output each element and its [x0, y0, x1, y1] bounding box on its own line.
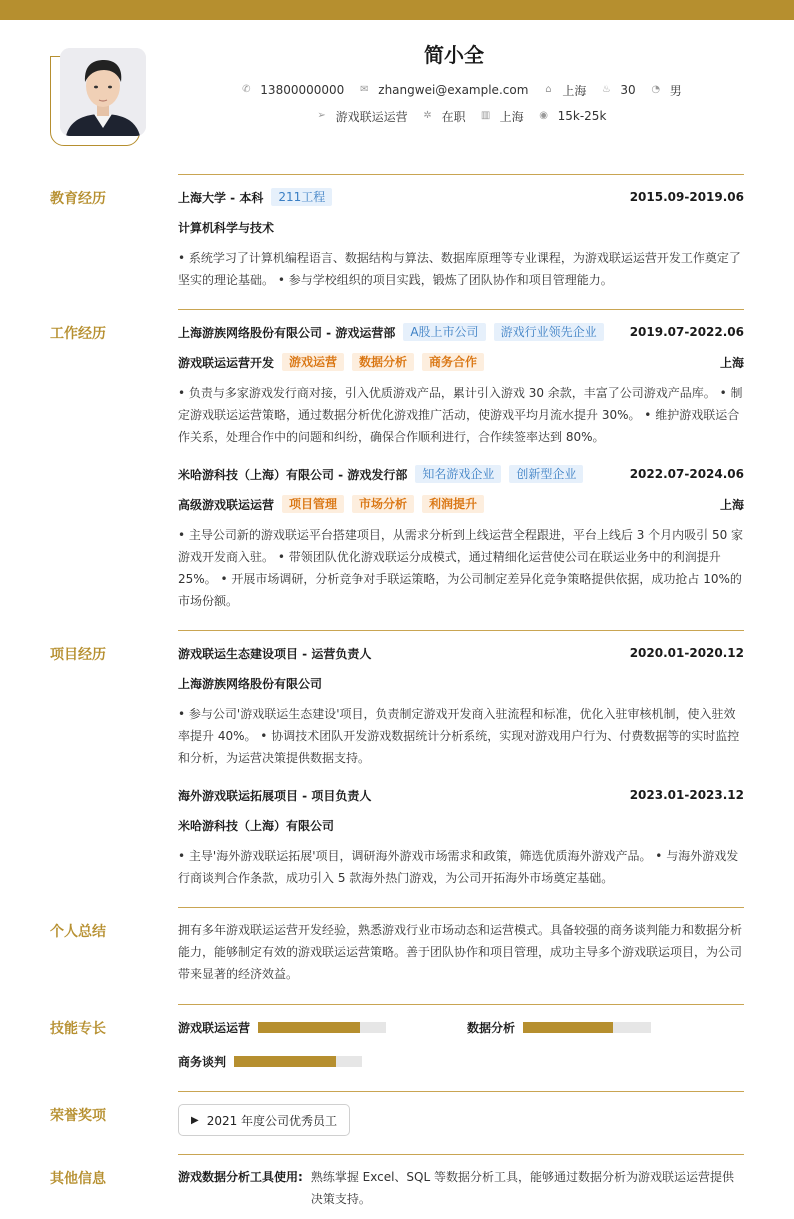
project-company-row-2: [178, 816, 744, 834]
section-title-project: 项目经历: [50, 647, 106, 663]
section-title-skills: 技能专长: [50, 1021, 106, 1037]
phone-icon: ✆: [242, 84, 251, 95]
skill-tag: 数据分析: [352, 353, 414, 371]
divider: [178, 907, 744, 908]
divider: [178, 1154, 744, 1155]
other-info-item: [178, 1166, 744, 1210]
project-title: 海外游戏联运拓展项目 - 项目负责人: [178, 788, 372, 803]
school-name: 上海大学 - 本科: [178, 190, 264, 205]
education-description: • 系统学习了计算机编程语言、数据结构与算法、数据库原理等专业课程，为游戏联运运营开发工作奠定了坚实的理论基础。 • 参与学校组织的项目实践，锻炼了团队协作和项目管理能力。: [178, 251, 741, 287]
major: 计算机科学与技术: [178, 220, 275, 235]
company-tag: A股上市公司: [403, 323, 485, 341]
work-role: 游戏联运运营开发: [178, 355, 275, 370]
education-header: [178, 188, 744, 206]
gender-icon: ◔: [651, 84, 661, 95]
divider: [178, 309, 744, 310]
skill-bar-fill: [258, 1022, 360, 1033]
coin-icon: ◉: [539, 110, 548, 121]
cake-icon: ♨: [601, 84, 611, 95]
email-info: ✉ zhangwei@example.com: [360, 83, 529, 97]
gender-info: ◔ 男: [651, 83, 682, 98]
send-icon: ➢: [317, 110, 326, 121]
award-item[interactable]: [178, 1104, 350, 1136]
skill-bar: [258, 1022, 386, 1033]
target-job-info: ➢ 游戏联运运营: [317, 109, 408, 124]
work-date: 2019.07-2022.06: [629, 325, 744, 339]
skill-bar: [234, 1056, 362, 1067]
skill-bar: [523, 1022, 651, 1033]
work-header-1: [178, 323, 744, 341]
status-info: ✲ 在职: [423, 109, 466, 124]
project-description-2: • 主导'海外游戏联运拓展'项目，调研海外游戏市场需求和政策，筛选优质海外游戏产品。 • 与海外游戏发行商谈判合作条款，成功引入 5 款海外热门游戏，为公司开拓海外市场奠定基础。: [178, 849, 739, 885]
project-company-row-1: [178, 674, 744, 692]
work-city: 上海: [719, 355, 744, 370]
skill-tag: 游戏运营: [282, 353, 344, 371]
skill-tag: 项目管理: [282, 495, 344, 513]
company-tag: 知名游戏企业: [415, 465, 501, 483]
skill-bar-fill: [523, 1022, 613, 1033]
company-tag: 创新型企业: [509, 465, 583, 483]
work-header-2: [178, 465, 744, 483]
work-company: 米哈游科技（上海）有限公司 - 游戏发行部: [178, 467, 408, 482]
home-icon: ⌂: [545, 84, 552, 95]
company-tag: 游戏行业领先企业: [494, 323, 604, 341]
divider: [178, 1004, 744, 1005]
phone-info: ✆ 13800000000: [242, 83, 345, 97]
work-role-row-1: [178, 353, 744, 371]
other-info-key: 游戏数据分析工具使用:: [178, 1170, 303, 1184]
project-company: 上海游族网络股份有限公司: [178, 676, 323, 691]
other-info-value: 熟练掌握 Excel、SQL 等数据分析工具，能够通过数据分析为游戏联运运营提供决策支持。: [310, 1170, 734, 1206]
skill-item: [467, 1019, 651, 1036]
award-label: 2021 年度公司优秀员工: [206, 1113, 338, 1128]
gear-icon: ✲: [423, 110, 432, 121]
work-city: 上海: [719, 497, 744, 512]
section-title-awards: 荣誉奖项: [50, 1108, 106, 1124]
project-title: 游戏联运生态建设项目 - 运营负责人: [178, 646, 372, 661]
work-description-2: • 主导公司新的游戏联运平台搭建项目，从需求分析到上线运营全程跟进，平台上线后 3 个月内吸引 50 家游戏开发商入驻。 • 带领团队优化游戏联运分成模式，通过精细化运营使公司在联运业务中的利润提升 25%。 • 开展市场调研，分析竞争对手联运策略，为公司制定差异化竞争策略提供依据，成功抢占 10%的市场份额。: [178, 528, 744, 608]
skill-item: [178, 1053, 362, 1070]
salary-info: ◉ 15k-25k: [539, 109, 607, 123]
skill-name: 游戏联运运营: [178, 1021, 251, 1035]
divider: [178, 630, 744, 631]
education-major-row: [178, 218, 744, 236]
divider: [178, 174, 744, 175]
project-date: 2023.01-2023.12: [629, 788, 744, 802]
project-date: 2020.01-2020.12: [629, 646, 744, 660]
triangle-right-icon: ▶: [191, 1114, 199, 1126]
age-info: ♨ 30: [601, 83, 636, 97]
project-company: 米哈游科技（上海）有限公司: [178, 818, 335, 833]
work-company: 上海游族网络股份有限公司 - 游戏运营部: [178, 325, 396, 340]
candidate-name: 简小全: [424, 43, 484, 67]
school-tag: 211工程: [271, 188, 332, 206]
section-title-education: 教育经历: [50, 191, 106, 207]
project-header-1: [178, 644, 744, 662]
project-header-2: [178, 786, 744, 804]
top-accent-bar: [0, 0, 794, 20]
city-info: ⌂ 上海: [542, 82, 586, 99]
section-title-other: 其他信息: [50, 1171, 106, 1187]
skill-item: [178, 1019, 386, 1036]
skill-bar-fill: [234, 1056, 336, 1067]
summary-text: 拥有多年游戏联运运营开发经验，熟悉游戏行业市场动态和运营模式。具备较强的商务谈判能力和数据分析能力，能够制定有效的游戏联运运营策略。善于团队协作和项目管理，成功主导多个游戏联运项目，为公司带来显著的经济效益。: [178, 923, 743, 981]
skill-tag: 利润提升: [422, 495, 484, 513]
work-role: 高级游戏联运运营: [178, 497, 275, 512]
skill-name: 商务谈判: [178, 1055, 227, 1069]
section-title-work: 工作经历: [50, 326, 106, 342]
project-description-1: • 参与公司'游戏联运生态建设'项目，负责制定游戏开发商入驻流程和标准，优化入驻审核机制，使入驻效率提升 40%。 • 协调技术团队开发游戏数据统计分析系统，实现对游戏用户行为、付费数据等的实时监控和分析，为运营决策提供数据支持。: [178, 707, 740, 765]
target-city-info: ▥ 上海: [480, 109, 524, 124]
skill-tag: 商务合作: [422, 353, 484, 371]
education-date: 2015.09-2019.06: [629, 190, 744, 204]
skill-tag: 市场分析: [352, 495, 414, 513]
work-date: 2022.07-2024.06: [629, 467, 744, 481]
section-title-summary: 个人总结: [50, 924, 106, 940]
work-role-row-2: [178, 495, 744, 513]
skill-name: 数据分析: [467, 1021, 516, 1035]
building-icon: ▥: [480, 110, 491, 121]
contact-info-row: [178, 82, 744, 98]
mail-icon: ✉: [360, 84, 369, 95]
job-info-row: [178, 108, 744, 124]
divider: [178, 1091, 744, 1092]
work-description-1: • 负责与多家游戏发行商对接，引入优质游戏产品，累计引入游戏 30 余款，丰富了公司游戏产品库。 • 制定游戏联运运营策略，通过数据分析优化游戏推广活动，使游戏平均月流水提升 30%。 • 维护游戏联运合作关系，处理合作中的问题和纠纷，确保合作顺利进行，合作续签率达到 80%。: [178, 386, 743, 444]
